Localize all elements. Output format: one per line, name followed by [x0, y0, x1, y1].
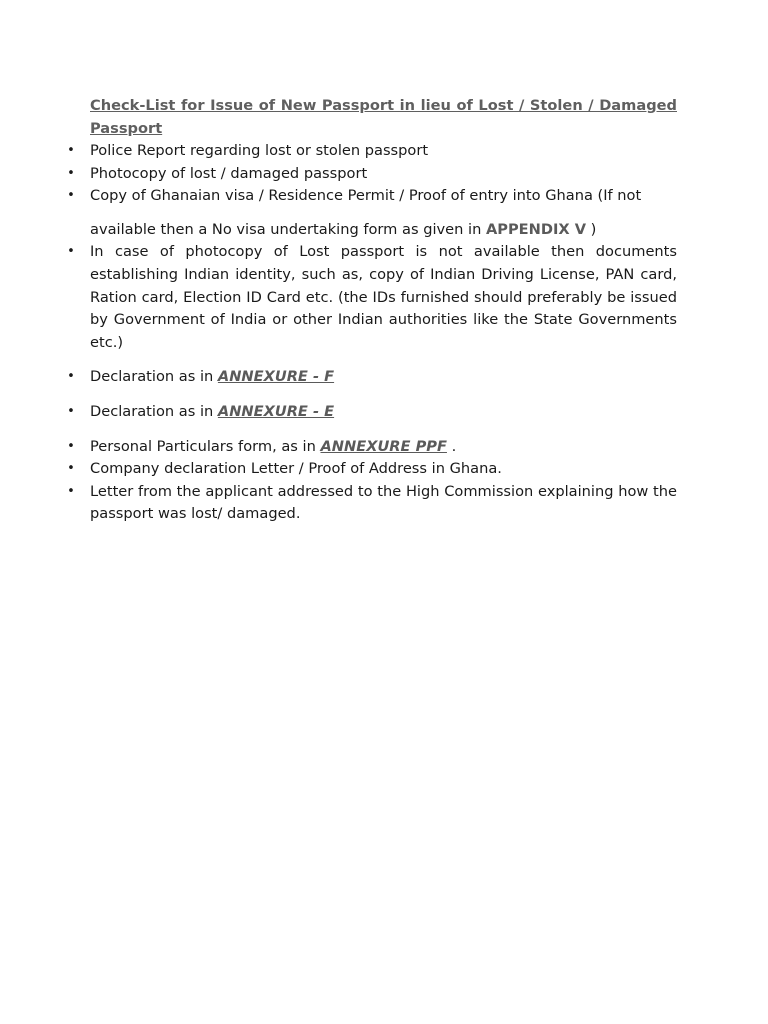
checklist-item-text: Declaration as in: [90, 368, 214, 386]
checklist-item-text: Police Report regarding lost or stolen passport: [90, 142, 429, 159]
checklist-item-text: Personal Particulars form, as in: [90, 437, 316, 455]
annexure-e-link[interactable]: ANNEXURE - E: [217, 402, 335, 420]
checklist-item-text: Declaration as in: [90, 402, 214, 420]
bullet-icon: •: [67, 188, 75, 204]
checklist-item-declaration-e: [67, 401, 677, 424]
checklist-item-suffix: ): [590, 220, 597, 238]
bullet-icon: •: [67, 438, 75, 454]
page-title: Check-List for Issue of New Passport in lieu of Lost / Stolen / Damaged Passport: [90, 97, 677, 137]
checklist-item-declaration-f: [67, 366, 677, 389]
bullet-icon: •: [67, 143, 75, 158]
bullet-icon: •: [67, 483, 75, 499]
checklist-item-text: Company declaration Letter / Proof of Address in Ghana.: [90, 460, 502, 478]
bullet-icon: •: [67, 369, 75, 385]
document-body: [67, 95, 677, 526]
checklist-item-photocopy: [67, 163, 677, 186]
checklist-item-text: In case of photocopy of Lost passport is not available then documents establishing Indian identity, such as, copy of Indian Driving License, PAN card, Ration card, Election ID Card etc. (the IDs furnished should preferably be issued by Government of India or other Indian authorities like the State Governments etc.): [90, 243, 677, 351]
checklist-item-text: Photocopy of lost / damaged passport: [90, 164, 368, 182]
checklist-item-text: Letter from the applicant addressed to the High Commission explaining how the passport was lost/ damaged.: [90, 482, 677, 523]
checklist-item-identity-documents: [67, 241, 677, 354]
checklist: [67, 140, 677, 526]
checklist-item-personal-particulars: [67, 436, 677, 459]
checklist-item-continuation: [90, 219, 677, 242]
bullet-icon: •: [67, 461, 75, 477]
checklist-item-visa-copy: [67, 185, 677, 241]
annexure-ppf-link[interactable]: ANNEXURE PPF: [320, 437, 447, 455]
checklist-item-text: available then a No visa undertaking form as given in: [90, 220, 482, 238]
checklist-item-text: Copy of Ghanaian visa / Residence Permit / Proof of entry into Ghana (If not: [90, 187, 642, 205]
checklist-item-police-report: [67, 140, 677, 163]
bullet-icon: •: [67, 165, 75, 181]
appendix-reference: APPENDIX V: [485, 220, 587, 238]
checklist-item-applicant-letter: [67, 481, 677, 526]
bullet-icon: •: [67, 244, 75, 260]
checklist-item-company-declaration: [67, 458, 677, 481]
bullet-icon: •: [67, 403, 75, 419]
annexure-f-link[interactable]: ANNEXURE - F: [217, 368, 335, 386]
checklist-item-suffix: .: [451, 437, 457, 455]
